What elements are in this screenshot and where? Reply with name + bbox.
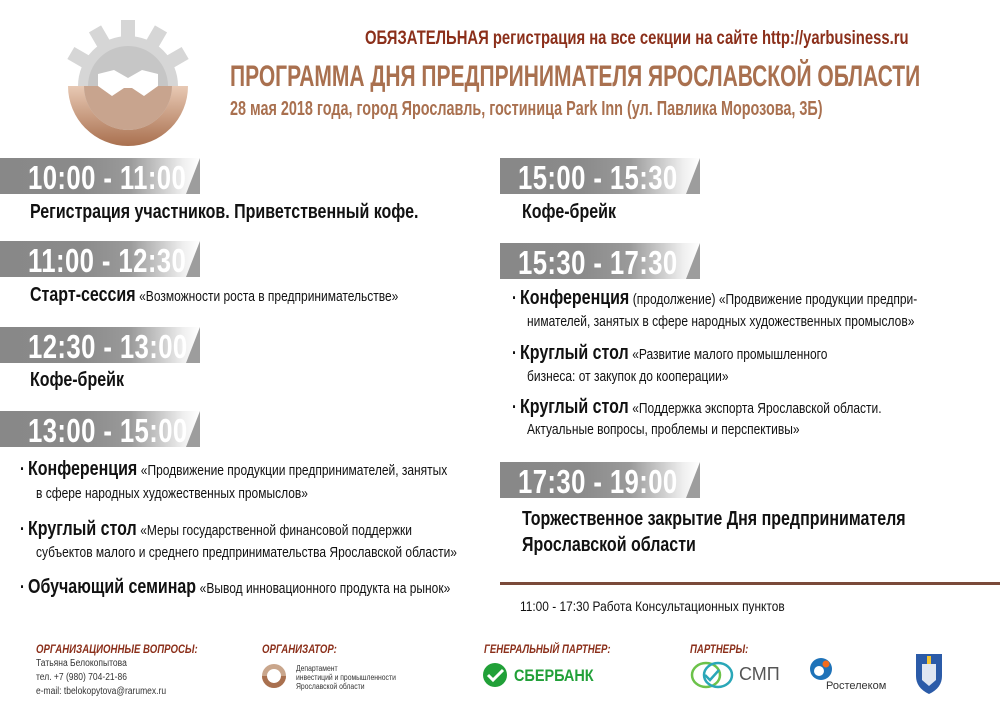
- consultation-points: 11:00 - 17:30 Работа Консультационных пунктов: [520, 598, 785, 614]
- session-text: Кофе-брейк: [522, 201, 616, 223]
- contact-phone: тел. +7 (980) 704-21-86: [36, 672, 127, 683]
- organizer-logo-icon: [260, 662, 288, 690]
- item-description-cont: нимателей, занятых в сфере народных художественных промыслов»: [527, 313, 915, 330]
- session-title: Старт-сессия: [30, 284, 136, 306]
- item-description: «Поддержка экспорта Ярославской области.: [632, 400, 882, 417]
- item-title: Конференция: [520, 287, 630, 309]
- general-partner-title: ГЕНЕРАЛЬНЫЙ ПАРТНЕР:: [484, 642, 611, 656]
- time-label: 12:30 - 13:00: [28, 328, 188, 365]
- registration-notice: ОБЯЗАТЕЛЬНАЯ регистрация на все секции на сайте http://yarbusiness.ru: [365, 28, 909, 49]
- rostelecom-logo-icon: [808, 656, 834, 682]
- sberbank-name: СБЕРБАНК: [514, 666, 594, 685]
- timebar-1000-1100: [0, 158, 200, 194]
- list-item: · Круглый стол «Меры государственной финансовой поддержки: [20, 518, 412, 540]
- organizer-line1: Департамент: [296, 664, 338, 673]
- timebar-1530-1730: [500, 243, 700, 279]
- date-location: 28 мая 2018 года, город Ярославль, гостиница Park Inn (ул. Павлика Морозова, 3Б): [230, 98, 823, 120]
- organizer-line2: инвестиций и промышленности: [296, 673, 396, 682]
- item-description-cont: бизнеса: от закупок до кооперации»: [527, 368, 729, 385]
- list-item: · Конференция «Продвижение продукции предпринимателей, занятых: [20, 458, 448, 480]
- item-title: Круглый стол: [520, 342, 629, 364]
- time-label: 17:30 - 19:00: [518, 463, 678, 500]
- session-text: [30, 284, 398, 307]
- timebar-1500-1530: [500, 158, 700, 194]
- item-title: Круглый стол: [520, 396, 629, 418]
- session-description: «Возможности роста в предпринимательстве»: [139, 288, 399, 305]
- session-text: Регистрация участников. Приветственный кофе.: [30, 201, 419, 223]
- item-description-cont: субъектов малого и среднего предпринимательства Ярославской области»: [36, 544, 457, 561]
- partners-title: ПАРТНЕРЫ:: [690, 642, 749, 656]
- divider: [500, 582, 1000, 585]
- timebar-1100-1230: [0, 241, 200, 277]
- organizer-title: ОРГАНИЗАТОР:: [262, 642, 337, 656]
- item-description: «Вывод инновационного продукта на рынок»: [199, 580, 451, 597]
- time-label: 15:30 - 17:30: [518, 244, 678, 281]
- sberbank-logo-icon: [482, 662, 508, 688]
- timebar-1730-1900: [500, 462, 700, 498]
- organizer-line3: Ярославской области: [296, 682, 365, 691]
- smp-logo-icon: [690, 660, 734, 690]
- list-item: · Обучающий семинар «Вывод инновационного продукта на рынок»: [20, 576, 451, 598]
- list-item: · Круглый стол «Развитие малого промышленного: [512, 342, 828, 364]
- org-questions-title: ОРГАНИЗАЦИОННЫЕ ВОПРОСЫ:: [36, 642, 198, 656]
- item-description: «Меры государственной финансовой поддержки: [140, 522, 412, 539]
- page-title: ПРОГРАММА ДНЯ ПРЕДПРИНИМАТЕЛЯ ЯРОСЛАВСКОЙ ОБЛАСТИ: [230, 60, 921, 93]
- list-item: · Конференция (продолжение) «Продвижение продукции предпри-: [512, 287, 918, 309]
- timebar-1300-1500: [0, 411, 200, 447]
- time-label: 10:00 - 11:00: [28, 159, 187, 196]
- session-text: Кофе-брейк: [30, 369, 124, 391]
- item-title: Конференция: [28, 458, 138, 480]
- closing-line1: Торжественное закрытие Дня предпринимателя: [522, 508, 906, 530]
- rostelecom-name: Ростелеком: [826, 680, 887, 692]
- list-item: · Круглый стол «Поддержка экспорта Ярославской области.: [512, 396, 882, 418]
- time-label: 11:00 - 12:30: [28, 242, 187, 279]
- timebar-1230-1300: [0, 327, 200, 363]
- yaroslavl-emblem-icon: [912, 650, 946, 696]
- contact-name: Татьяна Белокопытова: [36, 658, 127, 669]
- handshake-gear-logo-icon: [58, 16, 198, 156]
- item-description: «Продвижение продукции предпринимателей, занятых: [140, 462, 448, 479]
- item-description-cont: в сфере народных художественных промыслов»: [36, 485, 308, 502]
- time-label: 15:00 - 15:30: [518, 159, 678, 196]
- smp-name: СМП: [739, 664, 780, 684]
- item-title: Обучающий семинар: [28, 576, 197, 598]
- item-description: «Развитие малого промышленного: [632, 346, 828, 363]
- item-description-cont: Актуальные вопросы, проблемы и перспективы»: [527, 421, 800, 438]
- closing-line2: Ярославской области: [522, 534, 696, 556]
- contact-email[interactable]: e-mail: tbelokopytova@rarumex.ru: [36, 686, 167, 697]
- item-title: Круглый стол: [28, 518, 137, 540]
- time-label: 13:00 - 15:00: [28, 412, 188, 449]
- item-description: (продолжение) «Продвижение продукции предпри-: [632, 291, 918, 308]
